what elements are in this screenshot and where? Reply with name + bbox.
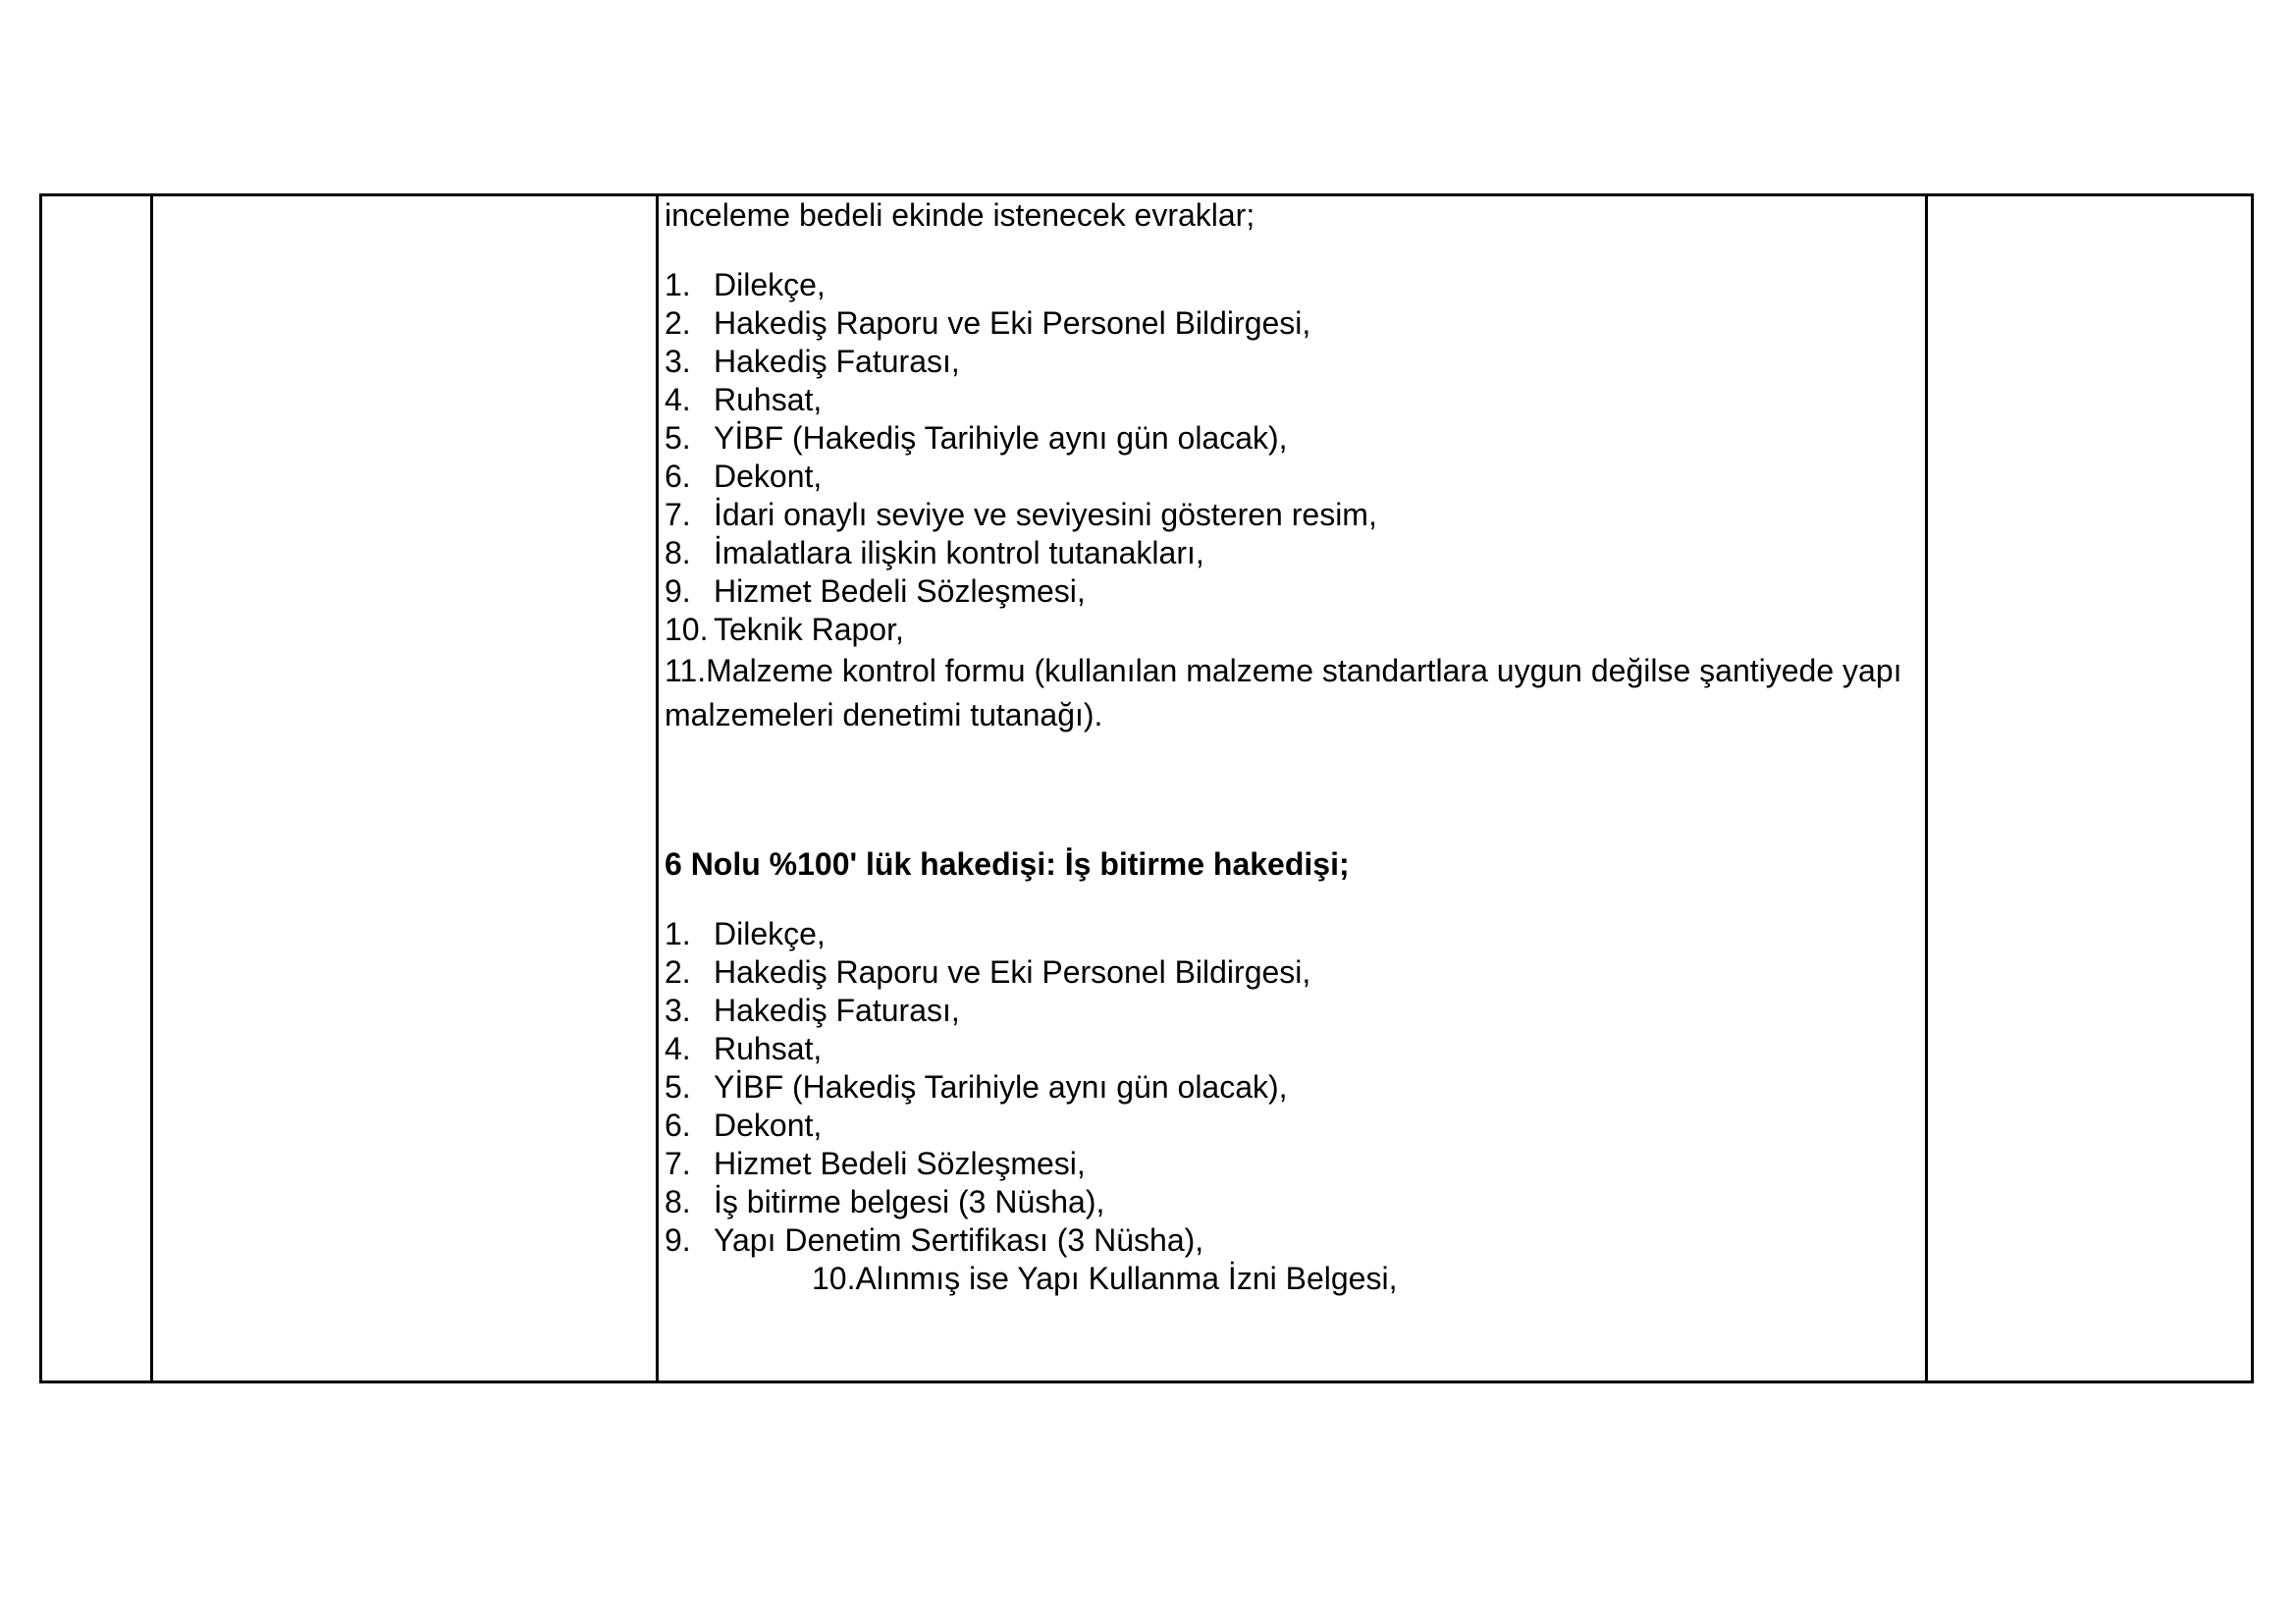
list-item: 7. Hizmet Bedeli Sözleşmesi, [665,1146,1086,1181]
list-item: 9. Yapı Denetim Sertifikası (3 Nüsha), [665,1222,1204,1258]
list-item: 7. İdari onaylı seviye ve seviyesini gösteren resim, [665,497,1377,532]
list-item: 8. İmalatlara ilişkin kontrol tutanakları, [665,535,1204,570]
list-item: 1. Dilekçe, [665,916,826,951]
list-item: 9. Hizmet Bedeli Sözleşmesi, [665,573,1086,609]
column-divider [150,196,153,1380]
list-item: 4. Ruhsat, [665,382,823,417]
column-divider [1925,196,1928,1380]
list-item: 5. YİBF (Hakediş Tarihiyle aynı gün olacak), [665,420,1288,456]
list-item: 6. Dekont, [665,459,823,494]
list-item-11: 11.Malzeme kontrol formu (kullanılan malzeme standartlara uygun değilse şantiyede yapı malzemeleri denetimi tutanağı). [665,653,1902,732]
document-list-1 [665,266,1911,649]
list-item-10: 10.Alınmış ise Yapı Kullanma İzni Belgesi, [812,1261,1398,1296]
column-divider [656,196,659,1380]
list-item: 2. Hakediş Raporu ve Eki Personel Bildirgesi, [665,954,1311,990]
list-item: 3. Hakediş Faturası, [665,344,960,379]
list-item: 8. İş bitirme belgesi (3 Nüsha), [665,1184,1105,1219]
list-item: 1. Dilekçe, [665,267,826,302]
list-item: 6. Dekont, [665,1108,823,1143]
requirements-cell [665,196,1911,1298]
list-item: 2. Hakediş Raporu ve Eki Personel Bildirgesi, [665,305,1311,341]
section-heading: 6 Nolu %100' lük hakedişi: İş bitirme hakedişi; [665,846,1350,882]
list-item: 10. Teknik Rapor, [665,612,904,647]
list-item: 4. Ruhsat, [665,1031,823,1066]
list-item: 5. YİBF (Hakediş Tarihiyle aynı gün olacak), [665,1069,1288,1105]
document-list-2 [665,915,1911,1260]
intro-text: inceleme bedeli ekinde istenecek evraklar; [665,197,1255,233]
list-item: 3. Hakediş Faturası, [665,993,960,1028]
